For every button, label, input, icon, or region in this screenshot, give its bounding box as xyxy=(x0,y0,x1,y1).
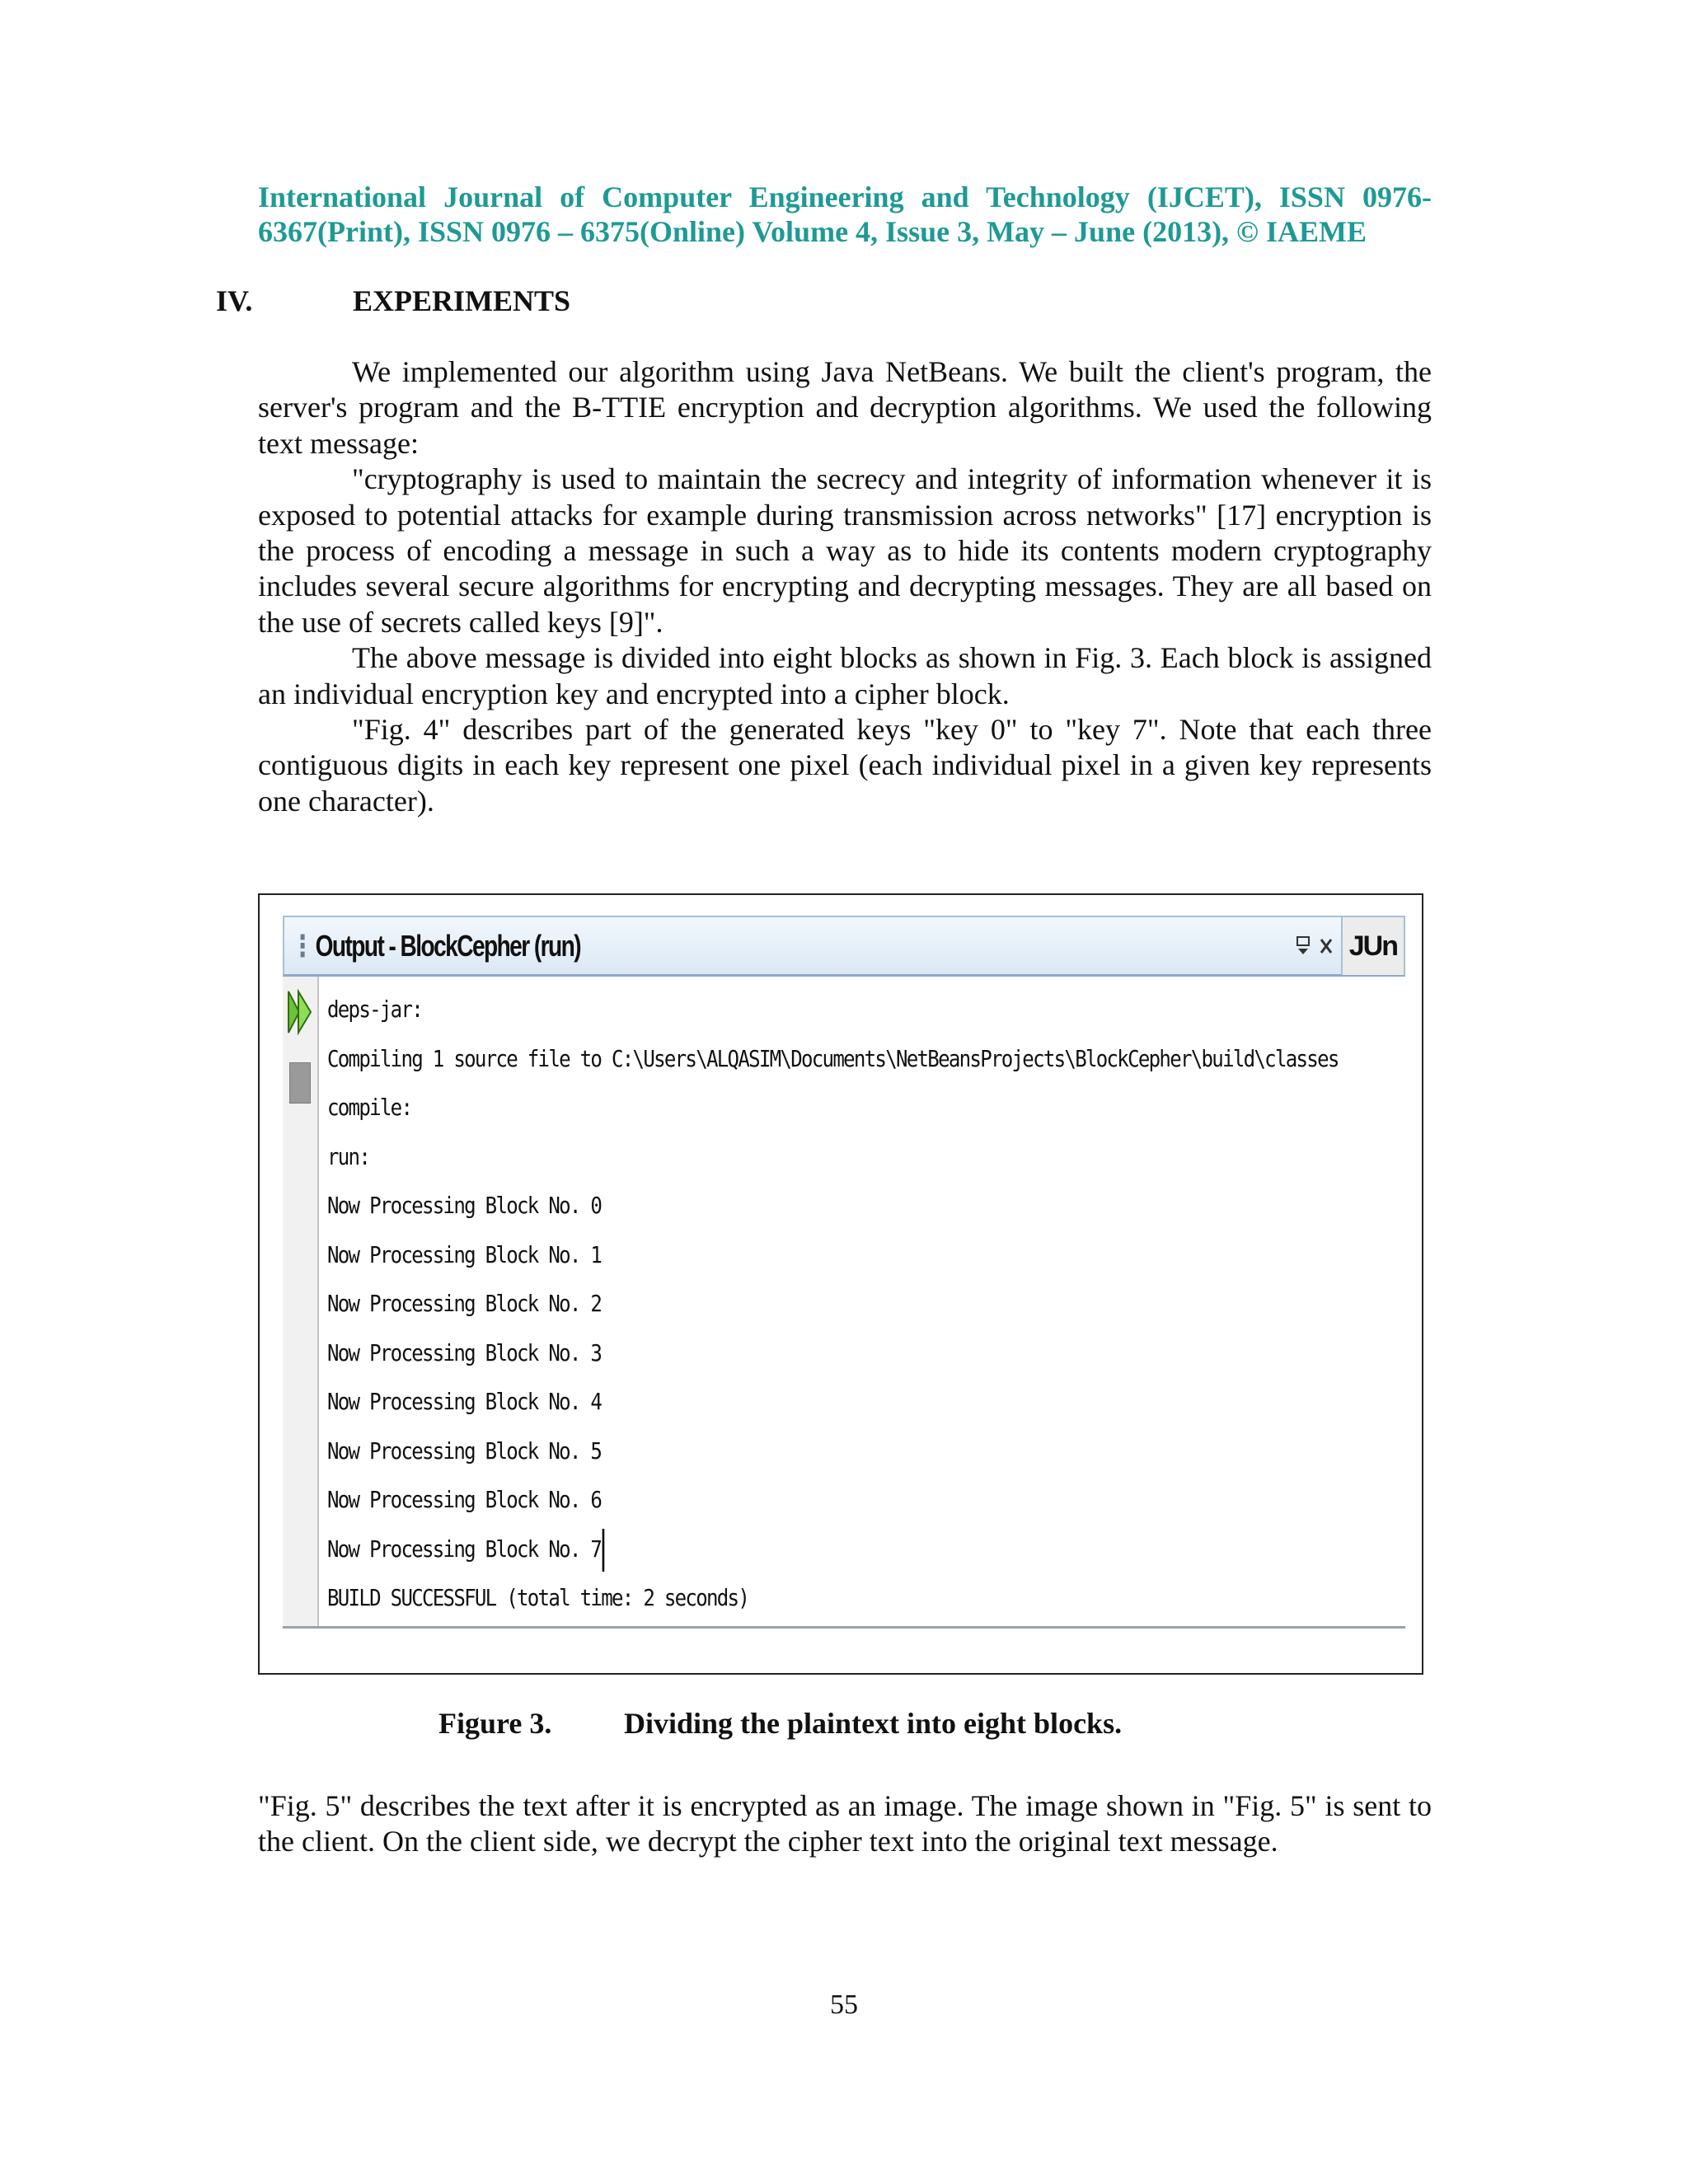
console-line: Compiling 1 source file to C:\Users\ALQASIM\Documents\NetBeansProjects\BlockCepher\build\classes xyxy=(327,1044,1339,1072)
ide-output-panel xyxy=(283,916,1405,1629)
console-line-caret xyxy=(327,1525,1249,1574)
output-titlebar xyxy=(283,916,1405,977)
console-line: Now Processing Block No. 0 xyxy=(327,1192,602,1219)
console-line: Now Processing Block No. 6 xyxy=(327,1486,602,1513)
figure-caption xyxy=(438,1706,1122,1741)
output-tab-title: Output - BlockCepher (run) xyxy=(315,929,580,963)
figure-caption-text: Dividing the plaintext into eight blocks. xyxy=(624,1707,1123,1740)
drag-grip-icon[interactable]: ⋮ xyxy=(291,929,313,963)
stop-icon[interactable] xyxy=(289,1062,311,1104)
output-gutter xyxy=(283,977,319,1626)
journal-header-line1: International Journal of Computer Engineering and Technology (IJCET), ISSN 0976- xyxy=(258,180,1432,213)
paragraph: "cryptography is used to maintain the secrecy and integrity of information whenever it is exposed to potential attacks for example during transmission across networks" [17] encryption is the process of encoding a message in such a way as to hide its contents modern cryptography includes several secure algorithms for encrypting and decrypting messages. They are all based on the use of secrets called keys [9]". xyxy=(258,462,1432,639)
console-line-text: Now Processing Block No. 7 xyxy=(327,1535,602,1563)
figure-label: Figure 3. xyxy=(438,1707,552,1740)
paragraph: We implemented our algorithm using Java NetBeans. We built the client's program, the server's program and the B-TTIE encryption and decryption algorithms. We used the following text message: xyxy=(258,355,1432,460)
minimize-icon[interactable] xyxy=(1295,935,1311,958)
console-line: Now Processing Block No. 5 xyxy=(327,1436,602,1465)
journal-header-line2: 6367(Print), ISSN 0976 – 6375(Online) Volume 4, Issue 3, May – June (2013), © IAEME xyxy=(258,215,1367,248)
after-figure-text xyxy=(258,1788,1432,1860)
output-tab[interactable] xyxy=(291,929,580,963)
console-line: Now Processing Block No. 3 xyxy=(327,1338,602,1366)
rerun-icon[interactable] xyxy=(286,988,314,1036)
console-line: BUILD SUCCESSFUL (total time: 2 seconds) xyxy=(327,1584,749,1611)
close-icon[interactable] xyxy=(1318,935,1334,958)
page-number: 55 xyxy=(830,1990,858,2020)
console-line: compile: xyxy=(327,1094,412,1121)
tab-junit[interactable] xyxy=(1341,917,1404,975)
section-number: IV. xyxy=(216,284,253,317)
figure-3 xyxy=(258,893,1423,1675)
section-title: EXPERIMENTS xyxy=(353,284,571,317)
tab-junit-label: JUn xyxy=(1348,930,1397,962)
titlebar-controls xyxy=(1295,917,1404,975)
text-caret xyxy=(603,1529,605,1572)
console-line: Now Processing Block No. 2 xyxy=(327,1290,602,1317)
console-line: Now Processing Block No. 1 xyxy=(327,1240,602,1268)
console-line: deps-jar: xyxy=(327,996,422,1023)
section-heading xyxy=(216,284,570,318)
paragraph: "Fig. 4" describes part of the generated keys "key 0" to "key 7". Note that each three contiguous digits in each key represent one pixel (each individual pixel in a given key represents one character). xyxy=(258,713,1432,818)
journal-header xyxy=(258,180,1432,249)
console-line: Now Processing Block No. 4 xyxy=(327,1388,602,1415)
console-line: run: xyxy=(327,1142,370,1170)
body-text xyxy=(258,354,1432,819)
paragraph: "Fig. 5" describes the text after it is encrypted as an image. The image shown in "Fig. 5" is sent to the client. On the client side, we decrypt the cipher text into the original text message. xyxy=(258,1789,1432,1858)
paragraph: The above message is divided into eight blocks as shown in Fig. 3. Each block is assigned an individual encryption key and encrypted into a cipher block. xyxy=(258,641,1432,710)
console-output[interactable] xyxy=(327,985,1399,1623)
